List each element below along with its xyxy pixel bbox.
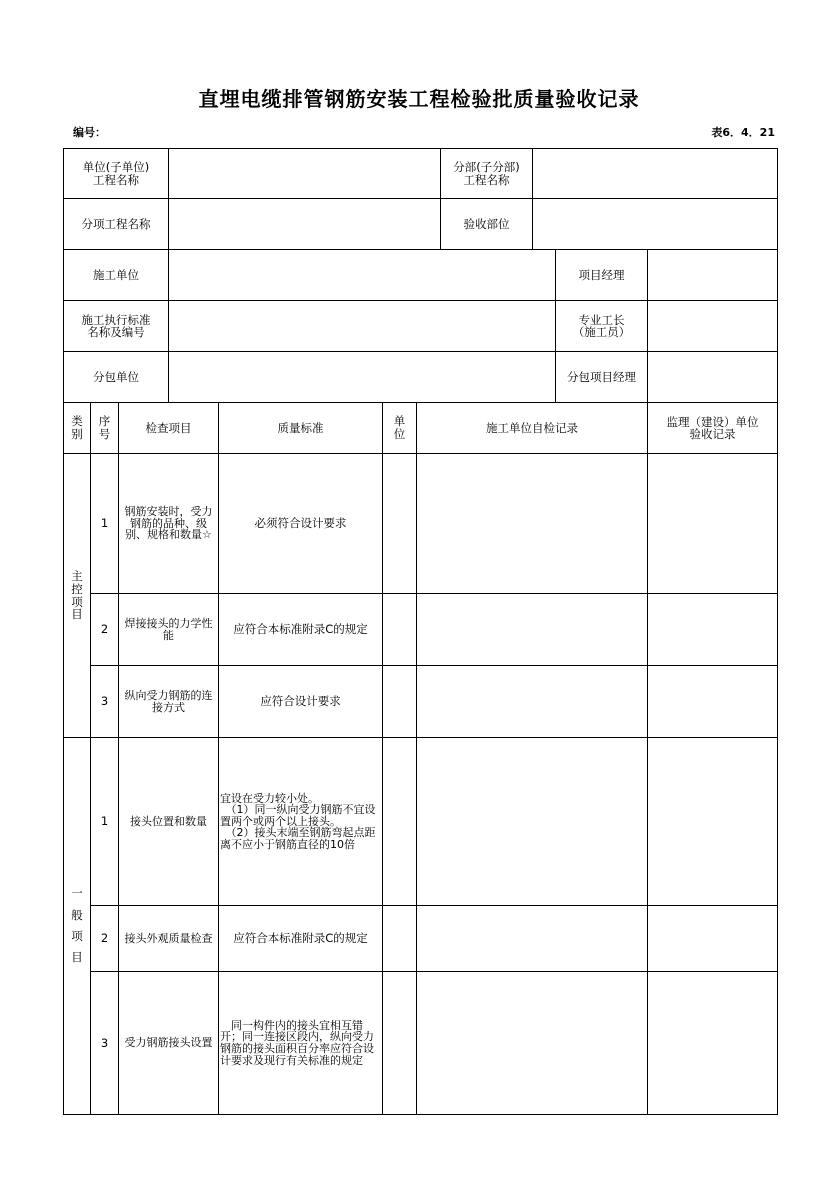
subcontractor-label: 分包单位 xyxy=(63,351,169,403)
general-row-3-std-text: 同一构件内的接头宜相互错开；同一连接区段内，纵向受力钢筋的接头面积百分率应符合设计要求及现行有关标准的规定 xyxy=(220,1018,374,1067)
main-row-3-item: 纵向受力钢筋的连接方式 xyxy=(118,665,219,738)
col-unit xyxy=(382,402,417,454)
standard-label xyxy=(63,300,169,352)
main-row-2-item: 焊接接头的力学性能 xyxy=(118,593,219,666)
main-row-1-std: 必须符合设计要求 xyxy=(218,453,383,594)
main-row-3-supervision[interactable] xyxy=(647,665,778,738)
unit-project-label xyxy=(63,148,169,199)
col-supervision xyxy=(647,402,778,454)
unit-project-value[interactable] xyxy=(168,148,441,199)
division-project-value[interactable] xyxy=(532,148,778,199)
contractor-label: 施工单位 xyxy=(63,249,169,301)
main-row-1-item: 钢筋安装时，受力钢筋的品种、级别、规格和数量☆ xyxy=(118,453,219,594)
document-title: 直埋电缆排管钢筋安装工程检验批质量验收记录 xyxy=(198,87,640,111)
main-row-1-seq: 1 xyxy=(90,453,119,594)
general-label: 一般项目 xyxy=(71,886,83,965)
table-number: 表6．4．21 xyxy=(711,126,775,139)
main-row-2-seq: 2 xyxy=(90,593,119,666)
main-row-3-self-check[interactable] xyxy=(416,665,648,738)
project-manager-value[interactable] xyxy=(647,249,778,301)
number-label: 编号： xyxy=(73,126,106,139)
general-row-3-unit[interactable] xyxy=(382,971,417,1115)
col-supervision-text: 监理（建设）单位 验收记录 xyxy=(666,414,759,441)
col-unit-text: 单位 xyxy=(393,414,406,441)
main-control-category xyxy=(63,453,91,738)
col-check-item: 检查项目 xyxy=(118,402,219,454)
division-project-label xyxy=(440,148,533,199)
general-row-3-supervision[interactable] xyxy=(647,971,778,1115)
col-quality-std: 质量标准 xyxy=(218,402,383,454)
main-row-1-self-check[interactable] xyxy=(416,453,648,594)
main-row-1-supervision[interactable] xyxy=(647,453,778,594)
general-row-2-unit[interactable] xyxy=(382,905,417,972)
main-row-3-unit[interactable] xyxy=(382,665,417,738)
foreman-text: 专业工长 （施工员） xyxy=(572,312,631,339)
col-category-text: 类别 xyxy=(71,414,83,441)
acceptance-part-value[interactable] xyxy=(532,198,778,250)
main-row-2-unit[interactable] xyxy=(382,593,417,666)
general-row-1-item: 接头位置和数量 xyxy=(118,737,219,906)
standard-text: 施工执行标准 名称及编号 xyxy=(81,312,151,339)
sub-manager-value[interactable] xyxy=(647,351,778,403)
general-row-1-unit[interactable] xyxy=(382,737,417,906)
general-row-2-item: 接头外观质量检查 xyxy=(118,905,219,972)
foreman-value[interactable] xyxy=(647,300,778,352)
sub-manager-label: 分包项目经理 xyxy=(555,351,648,403)
item-project-label: 分项工程名称 xyxy=(63,198,169,250)
general-row-3-std xyxy=(218,971,383,1115)
acceptance-part-label: 验收部位 xyxy=(440,198,533,250)
item-project-value[interactable] xyxy=(168,198,441,250)
unit-project-text: 单位(子单位) 工程名称 xyxy=(82,160,150,187)
contractor-value[interactable] xyxy=(168,249,556,301)
general-row-1-std xyxy=(218,737,383,906)
main-row-3-seq: 3 xyxy=(90,665,119,738)
main-row-2-std: 应符合本标准附录C的规定 xyxy=(218,593,383,666)
standard-value[interactable] xyxy=(168,300,556,352)
main-control-label: 主控项目 xyxy=(71,569,83,622)
general-row-3-seq: 3 xyxy=(90,971,119,1115)
general-category xyxy=(63,737,91,1115)
general-row-3-item: 受力钢筋接头设置 xyxy=(118,971,219,1115)
general-row-1-seq: 1 xyxy=(90,737,119,906)
division-project-text: 分部(子分部) 工程名称 xyxy=(453,160,520,187)
general-row-2-std: 应符合本标准附录C的规定 xyxy=(218,905,383,972)
main-row-3-std: 应符合设计要求 xyxy=(218,665,383,738)
main-row-2-self-check[interactable] xyxy=(416,593,648,666)
col-seq xyxy=(90,402,119,454)
general-row-2-supervision[interactable] xyxy=(647,905,778,972)
general-row-1-supervision[interactable] xyxy=(647,737,778,906)
general-row-3-self-check[interactable] xyxy=(416,971,648,1115)
general-row-2-self-check[interactable] xyxy=(416,905,648,972)
col-seq-text: 序号 xyxy=(98,414,111,441)
general-row-1-self-check[interactable] xyxy=(416,737,648,906)
project-manager-label: 项目经理 xyxy=(555,249,648,301)
subcontractor-value[interactable] xyxy=(168,351,556,403)
main-row-2-supervision[interactable] xyxy=(647,593,778,666)
general-row-2-seq: 2 xyxy=(90,905,119,972)
col-self-check: 施工单位自检记录 xyxy=(416,402,648,454)
foreman-label xyxy=(555,300,648,352)
general-row-1-std-text: 宜设在受力较小处。 （1）同一纵向受力钢筋不宜设置两个或两个以上接头。 （2）接头末端至钢筋弯起点距离不应小于钢筋直径的10倍 xyxy=(220,791,376,851)
main-row-1-unit[interactable] xyxy=(382,453,417,594)
col-category xyxy=(63,402,91,454)
